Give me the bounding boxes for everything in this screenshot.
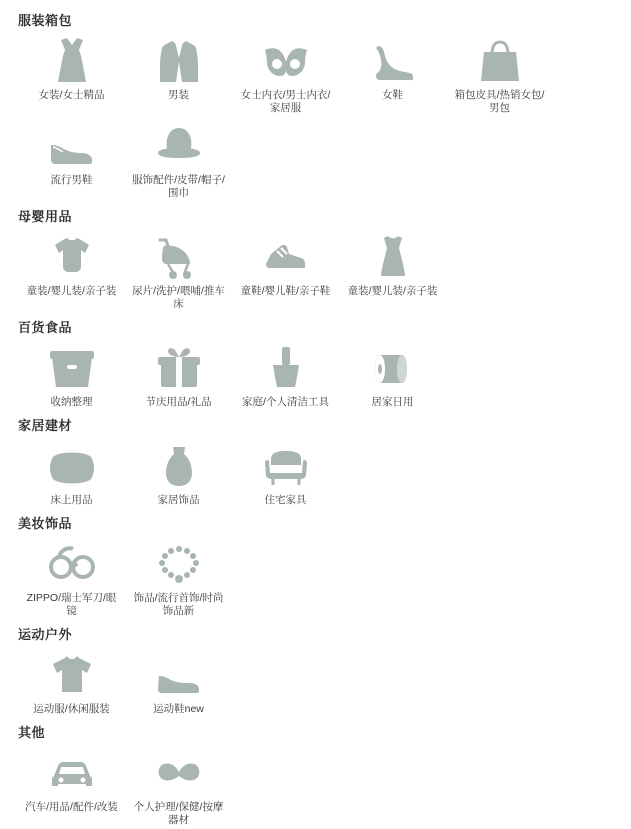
category-item[interactable]	[18, 32, 125, 104]
category-grid	[18, 646, 631, 718]
category-item-label[interactable]: 运动鞋new	[153, 703, 204, 715]
category-item[interactable]	[125, 339, 232, 411]
category-grid	[18, 744, 631, 829]
category-item[interactable]	[125, 32, 232, 104]
category-item[interactable]	[339, 32, 446, 104]
category-item[interactable]	[18, 228, 125, 300]
category-item-label[interactable]: 女装/女士精品	[38, 89, 105, 101]
category-item-label[interactable]: 住宅家具	[264, 494, 307, 506]
child-dress-icon[interactable]	[363, 232, 423, 282]
section-title: 家居建材	[18, 418, 73, 433]
category-section	[18, 515, 631, 620]
category-item-label[interactable]: 流行男鞋	[50, 174, 93, 186]
tissue-roll-icon[interactable]	[363, 343, 423, 393]
category-item-label[interactable]: 节庆用品/礼品	[145, 396, 212, 408]
category-item-label[interactable]: 居家日用	[371, 396, 414, 408]
stroller-icon[interactable]	[149, 232, 209, 282]
category-item[interactable]	[18, 339, 125, 411]
category-item[interactable]	[125, 744, 232, 829]
pillow-icon[interactable]	[42, 441, 102, 491]
category-section	[18, 417, 631, 509]
category-section	[18, 12, 631, 202]
section-title: 母婴用品	[18, 209, 73, 224]
armchair-icon[interactable]	[256, 441, 316, 491]
baby-shoe-icon[interactable]	[256, 232, 316, 282]
category-item[interactable]	[125, 646, 232, 718]
tshirt-icon[interactable]	[42, 650, 102, 700]
gift-box-icon[interactable]	[149, 343, 209, 393]
category-item[interactable]	[339, 339, 446, 411]
section-title: 服装箱包	[18, 13, 73, 28]
category-grid	[18, 535, 631, 620]
section-title: 运动户外	[18, 627, 73, 642]
category-grid	[18, 339, 631, 411]
category-section	[18, 724, 631, 829]
category-item-label[interactable]: 饰品/流行首饰/时尚饰品新	[133, 592, 224, 617]
bra-icon[interactable]	[256, 36, 316, 86]
category-item[interactable]	[232, 437, 339, 509]
category-item-label[interactable]: ZIPPO/瑞士军刀/眼镜	[26, 592, 117, 617]
category-item[interactable]	[18, 117, 125, 189]
category-section	[18, 319, 631, 411]
section-title: 其他	[18, 725, 46, 740]
section-title: 百货食品	[18, 320, 73, 335]
category-grid	[18, 32, 631, 202]
necklace-icon[interactable]	[149, 539, 209, 589]
dress-icon[interactable]	[42, 36, 102, 86]
category-grid	[18, 437, 631, 509]
category-item[interactable]	[339, 228, 446, 300]
category-item[interactable]	[232, 32, 339, 117]
category-item[interactable]	[125, 437, 232, 509]
category-item-label[interactable]: 童装/婴儿装/亲子装	[347, 285, 438, 297]
category-item[interactable]	[232, 339, 339, 411]
category-item-label[interactable]: 尿片/洗护/喂哺/推车床	[132, 285, 225, 310]
storage-box-icon[interactable]	[42, 343, 102, 393]
category-sections	[18, 12, 631, 829]
category-item[interactable]	[18, 744, 125, 816]
category-item-label[interactable]: 个人护理/保健/按摩器材	[133, 801, 224, 826]
category-item[interactable]	[125, 228, 232, 313]
category-section	[18, 626, 631, 718]
car-icon[interactable]	[42, 748, 102, 798]
category-item-label[interactable]: 收纳整理	[50, 396, 93, 408]
category-item[interactable]	[18, 535, 125, 620]
category-section	[18, 208, 631, 313]
category-item-label[interactable]: 家居饰品	[157, 494, 200, 506]
category-item-label[interactable]: 床上用品	[50, 494, 93, 506]
glasses-icon[interactable]	[42, 539, 102, 589]
category-item-label[interactable]: 童鞋/婴儿鞋/亲子鞋	[240, 285, 331, 297]
category-item-label[interactable]: 女士内衣/男士内衣/家居服	[240, 89, 331, 114]
vase-icon[interactable]	[149, 441, 209, 491]
sneaker-icon[interactable]	[149, 650, 209, 700]
category-item[interactable]	[446, 32, 553, 117]
hat-icon[interactable]	[149, 121, 209, 171]
category-item[interactable]	[232, 228, 339, 300]
handbag-icon[interactable]	[470, 36, 530, 86]
category-grid	[18, 228, 631, 313]
category-item-label[interactable]: 汽车/用品/配件/改装	[25, 801, 118, 813]
category-item-label[interactable]: 男装	[168, 89, 189, 101]
mustache-icon[interactable]	[149, 748, 209, 798]
category-item[interactable]	[18, 437, 125, 509]
suit-jacket-icon[interactable]	[149, 36, 209, 86]
baby-onesie-icon[interactable]	[42, 232, 102, 282]
category-item-label[interactable]: 运动服/休闲服装	[33, 703, 110, 715]
category-item-label[interactable]: 童装/婴儿装/亲子装	[26, 285, 117, 297]
category-item-label[interactable]: 女鞋	[382, 89, 403, 101]
category-item[interactable]	[18, 646, 125, 718]
high-heel-icon[interactable]	[363, 36, 423, 86]
category-item-label[interactable]: 服饰配件/皮带/帽子/围巾	[132, 174, 225, 199]
category-item-label[interactable]: 箱包皮具/热销女包/男包	[454, 89, 545, 114]
section-title: 美妆饰品	[18, 516, 73, 531]
category-item[interactable]	[125, 535, 232, 620]
cleaning-brush-icon[interactable]	[256, 343, 316, 393]
category-item-label[interactable]: 家庭/个人清洁工具	[242, 396, 329, 408]
mens-shoe-icon[interactable]	[42, 121, 102, 171]
category-item[interactable]	[125, 117, 232, 202]
